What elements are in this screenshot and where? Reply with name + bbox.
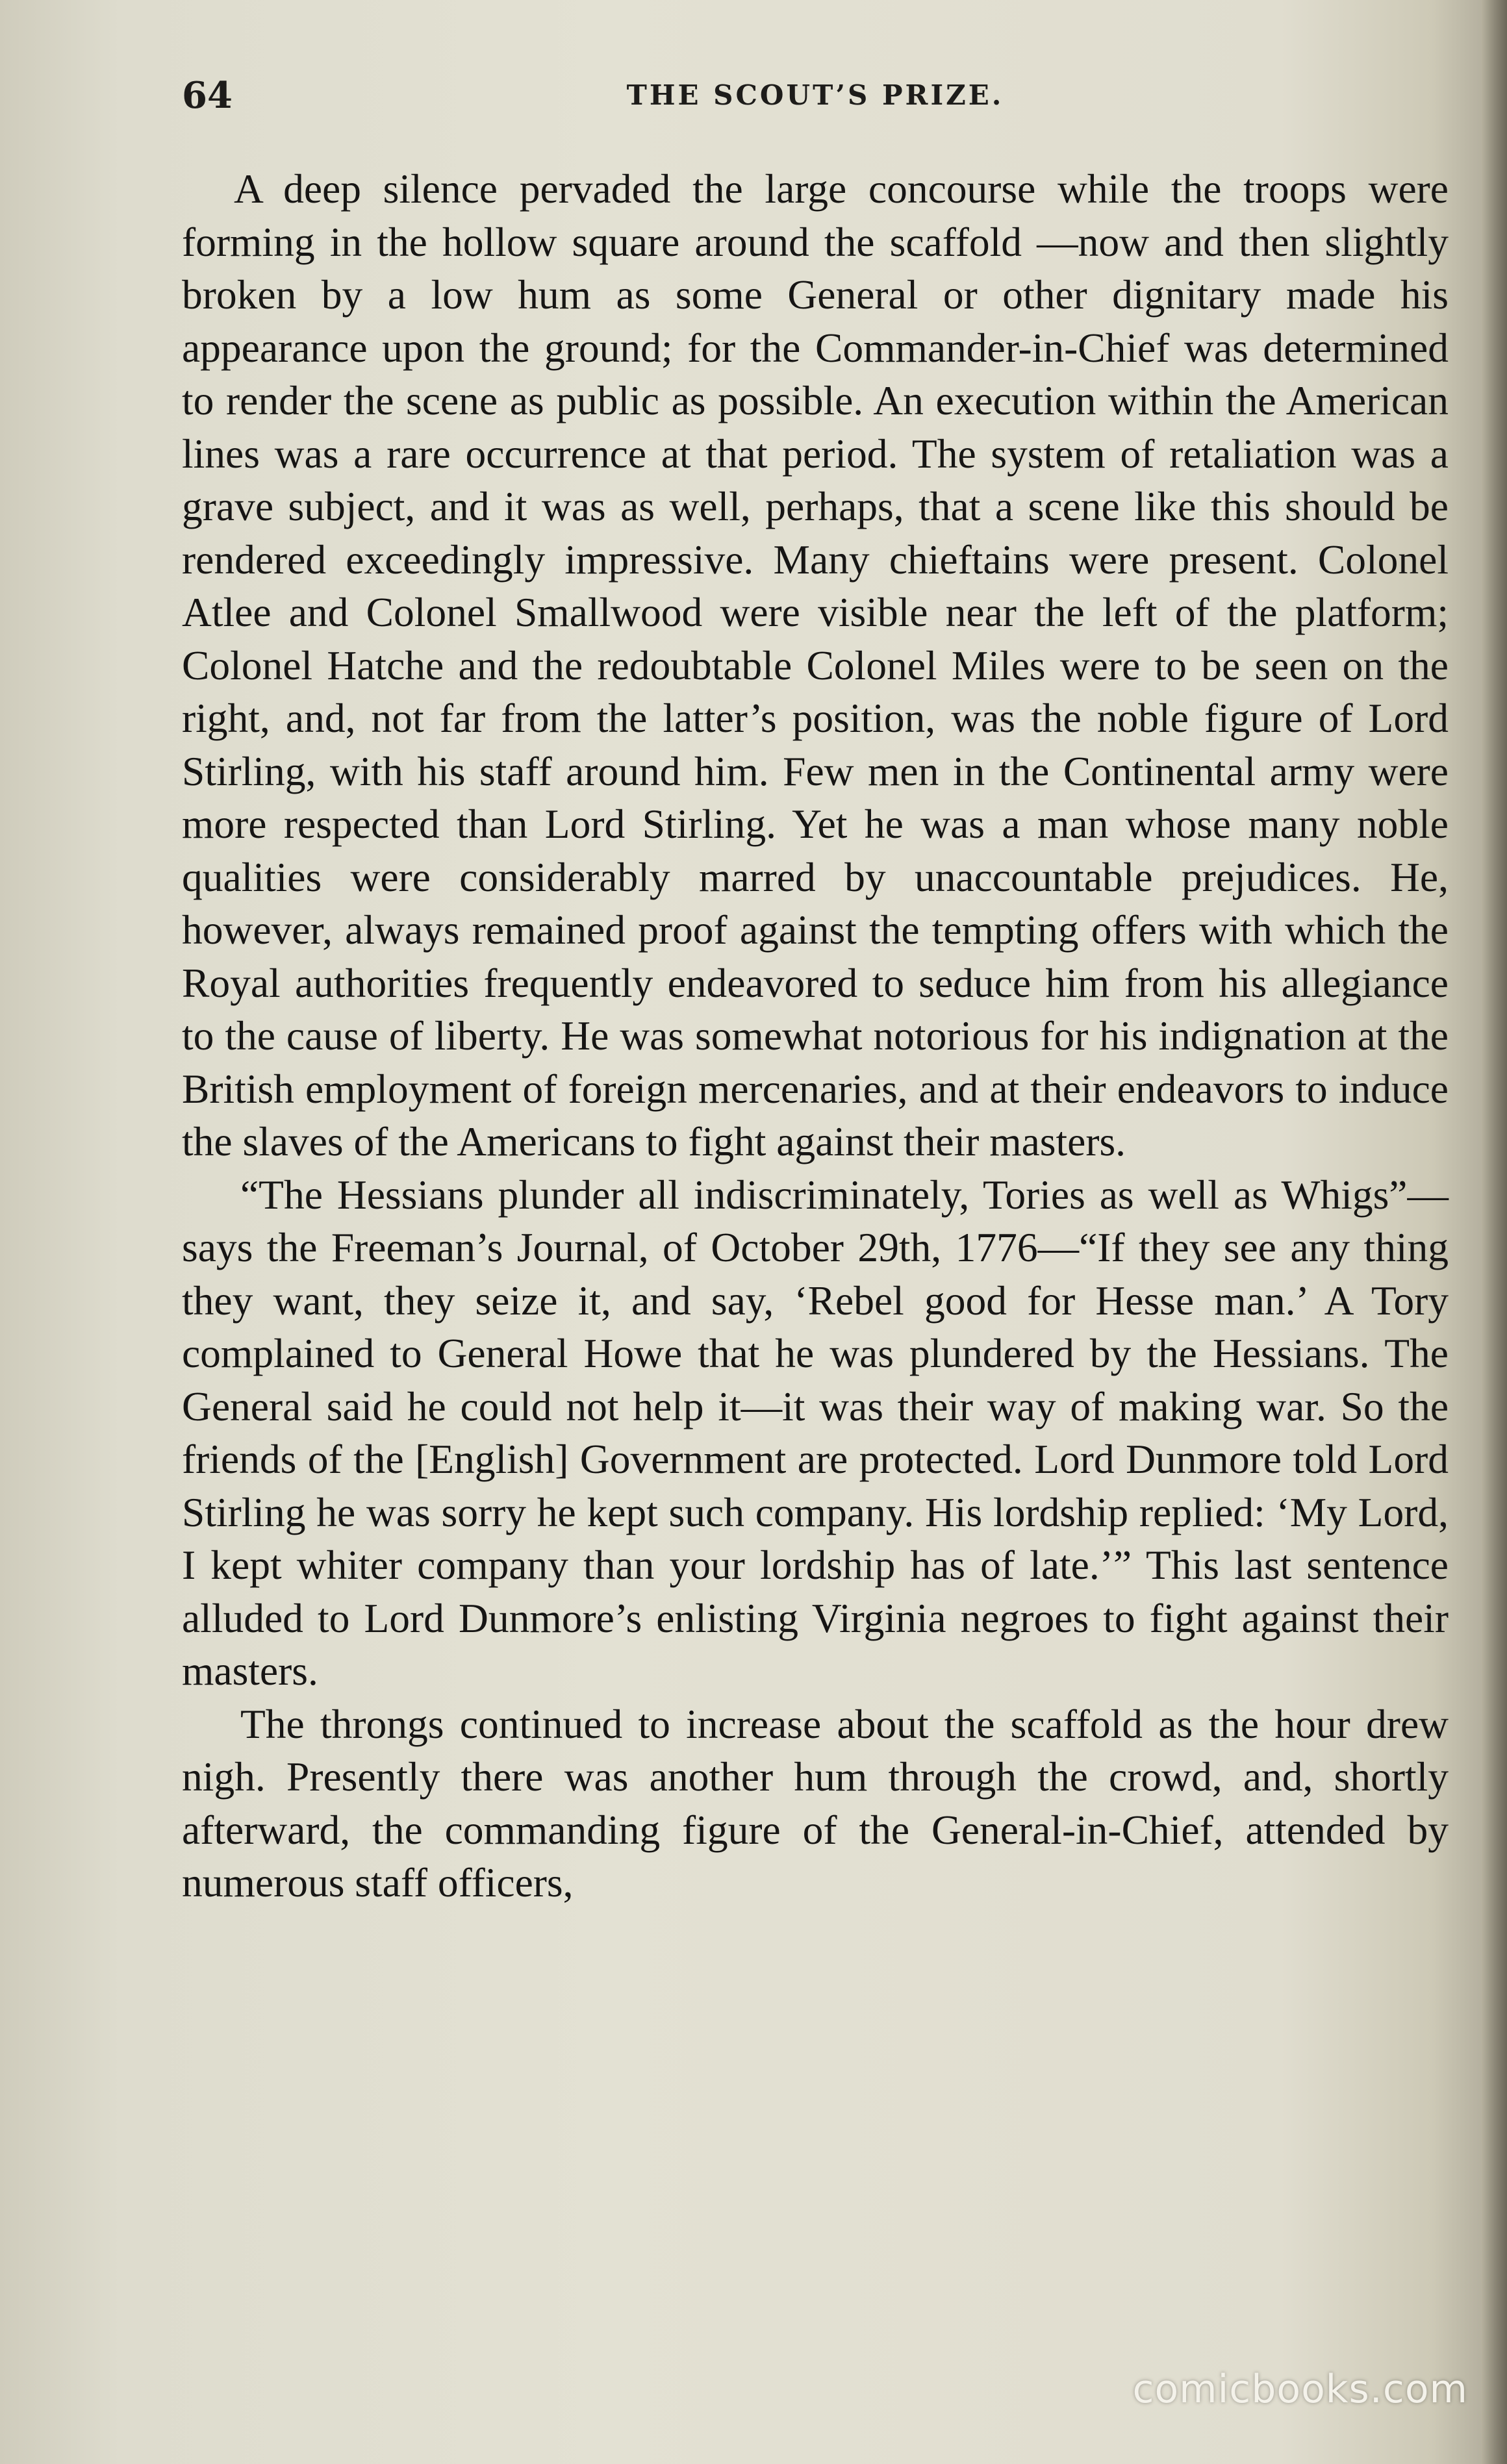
watermark: comicbooks.com [1132,2367,1468,2412]
page-number: 64 [182,74,233,117]
paragraph: A deep silence pervaded the large concourse while the troops were forming in the hollow square around the scaffold —now and then slightly broken by a low hum as some General or other dignitary made his appearance upon the ground; for the Commander-in-Chief was determined to render the scene as public as possible. An execution within the American lines was a rare occurrence at that period. The system of retaliation was a grave subject, and it was as well, perhaps, that a scene like this should be rendered exceedingly impressive. Many chieftains were present. Colonel Atlee and Colonel Smallwood were visible near the left of the platform; Colonel Hatche and the redoubtable Colonel Miles were to be seen on the right, and, not far from the latter’s position, was the noble figure of Lord Stirling, with his staff around him. Few men in the Continental army were more respected than Lord Stirling. Yet he was a man whose many noble qualities were considerably marred by unaccountable prejudices. He, however, always remained proof against the tempting offers with which the Royal authorities frequently endeavored to seduce him from his allegiance to the cause of liberty. He was somewhat notorious for his indignation at the British employment of foreign mercenaries, and at their endeavors to induce the slaves of the Americans to fight against their masters. [182,166,1449,1164]
running-head: THE SCOUT’S PRIZE. [626,79,1004,111]
page-header [182,73,1449,118]
page-spine-edge [1481,0,1507,2464]
paragraph: “The Hessians plunder all indiscriminately, Tories as well as Whigs”—says the Freeman’s Journal, of October 29th, 1776—“If they see any thing they want, they seize it, and say, ‘Rebel good for Hesse man.’ A Tory complained to General Howe that he was plundered by the Hessians. The General said he could not help it—it was their way of making war. So the friends of the [English] Government are protected. Lord Dunmore told Lord Stirling he was sorry he kept such company. His lordship replied: ‘My Lord, I kept whiter company than your lordship has of late.’” This last sentence alluded to Lord Dunmore’s enlisting Virginia negroes to fight against their masters. [182,1171,1449,1694]
paragraph: The throngs continued to increase about the scaffold as the hour drew nigh. Presently there was another hum through the crowd, and, shortly afterward, the commanding figure of the General-in-Chief, attended by numerous staff officers, [182,1700,1449,1905]
body-text [182,162,1449,1909]
